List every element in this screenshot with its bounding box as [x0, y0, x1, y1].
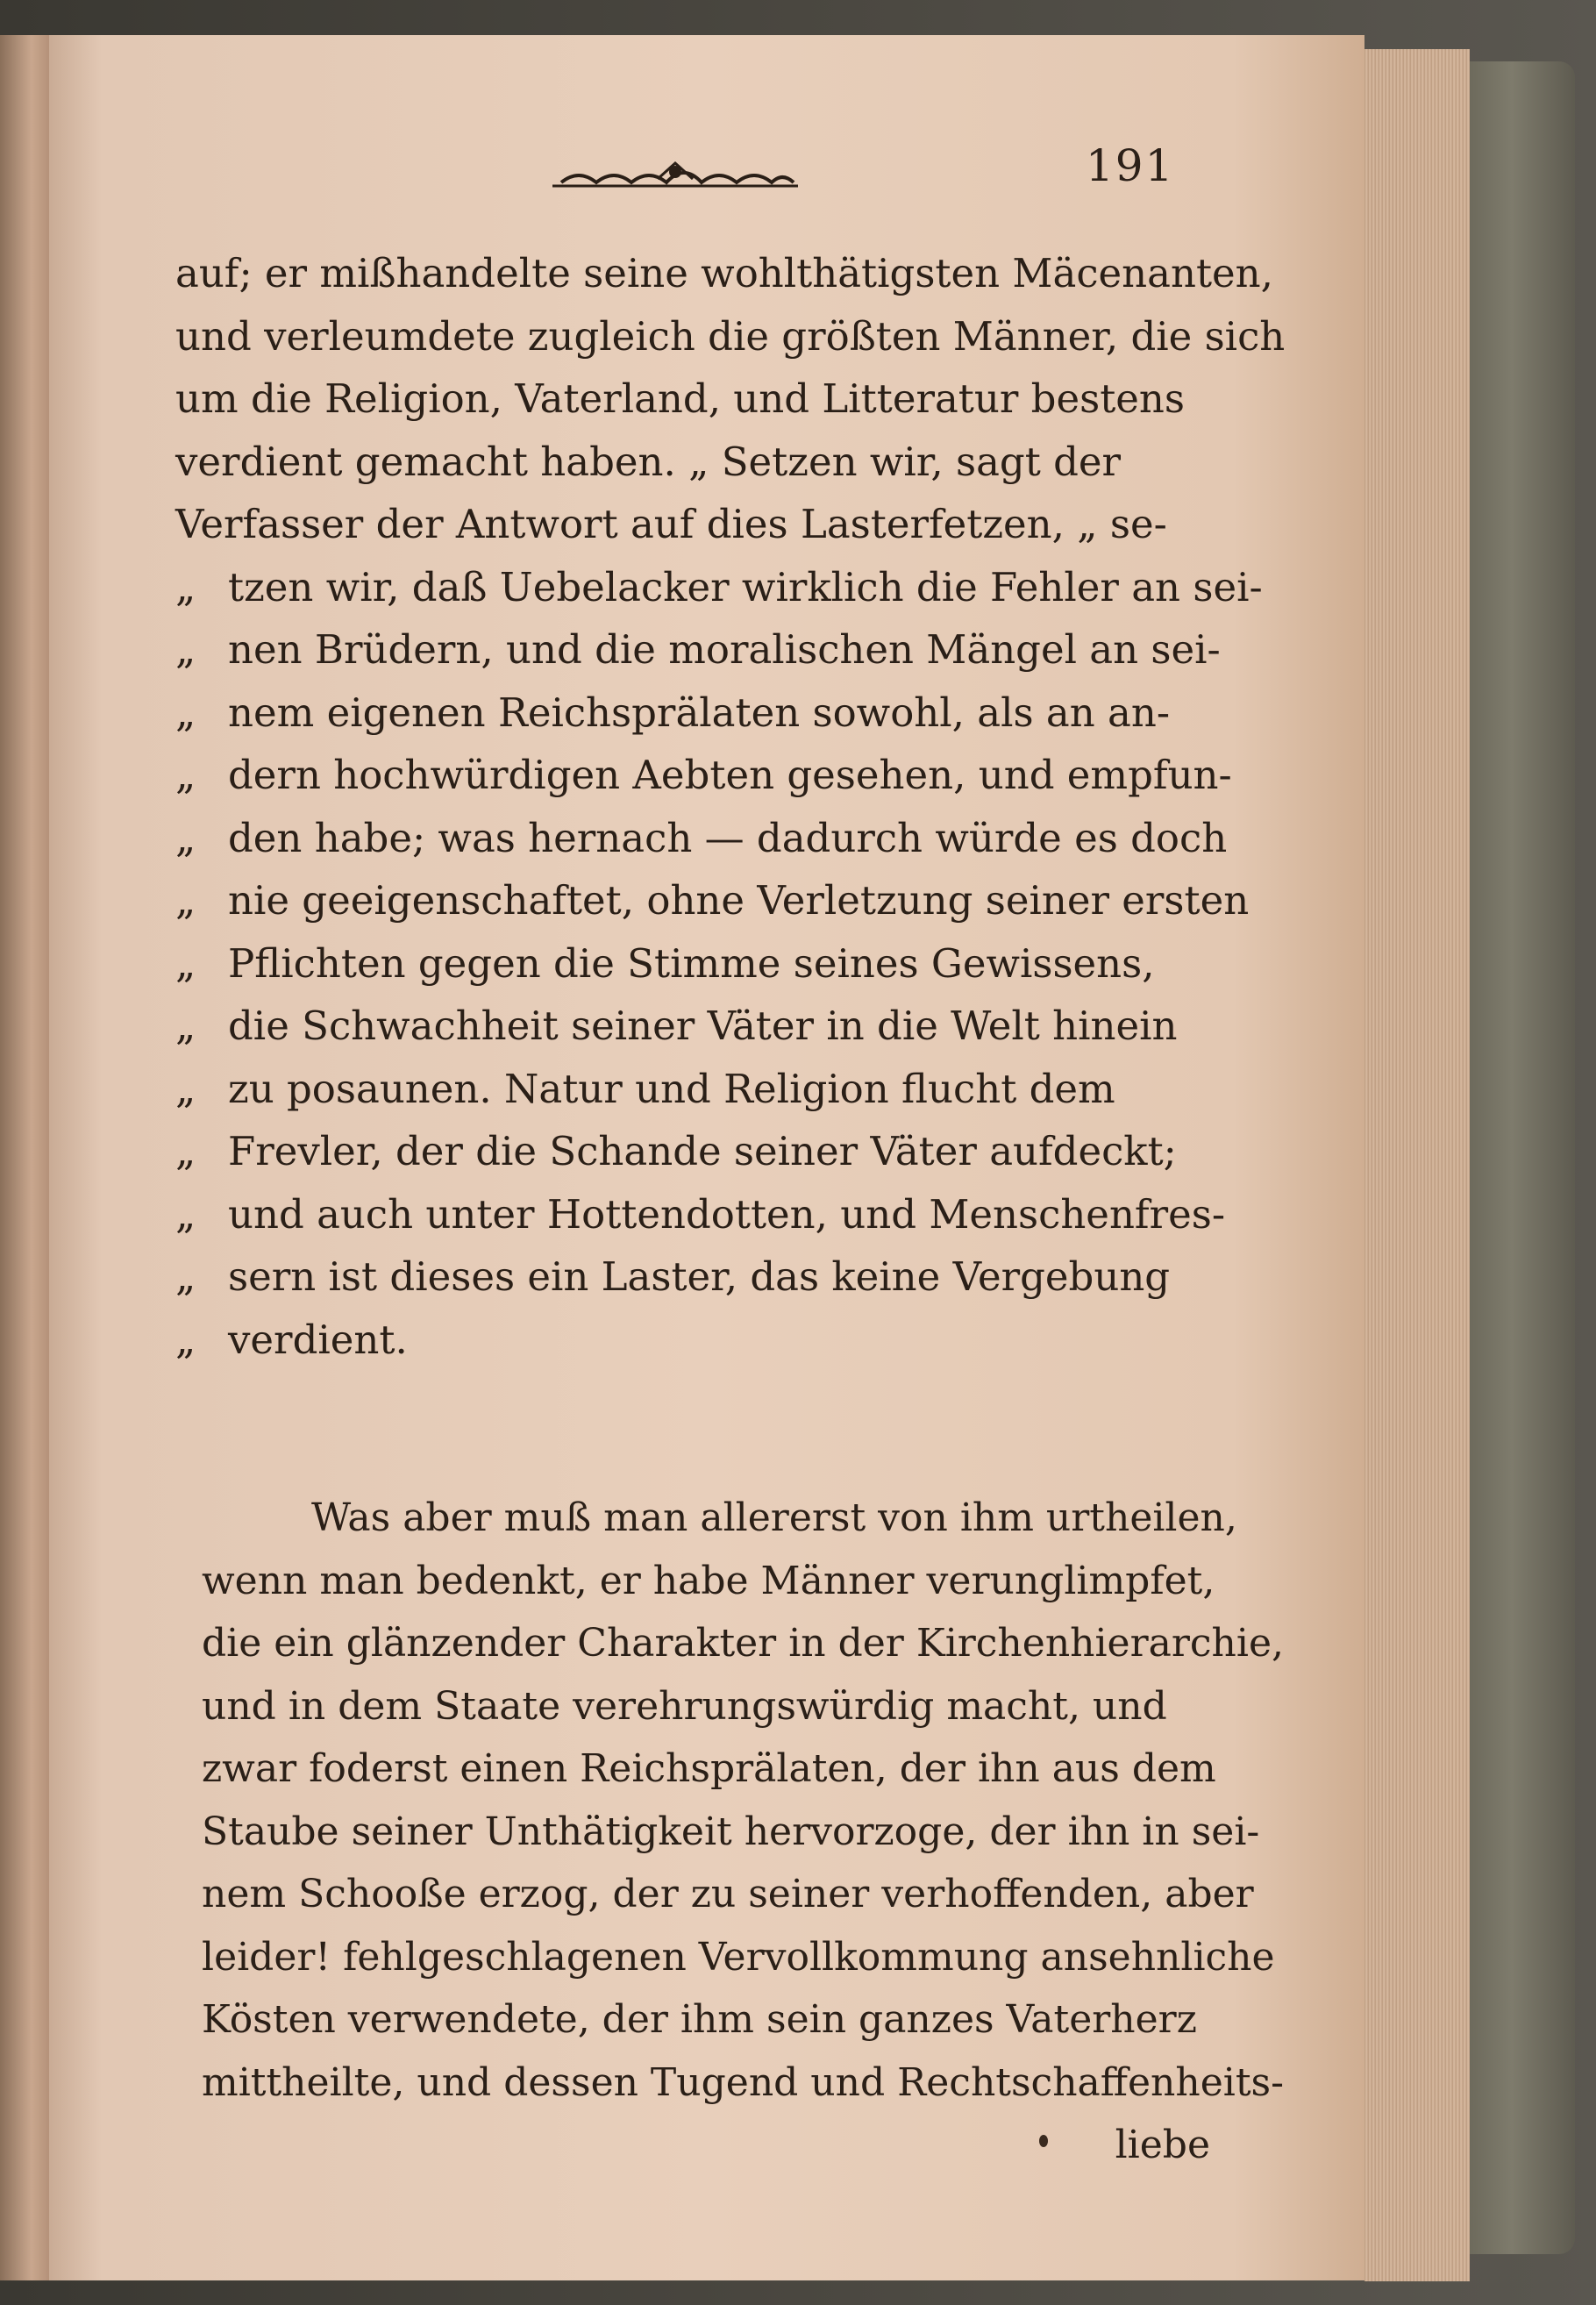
- line-text: und auch unter Hottendotten, und Menschenfres-: [228, 1190, 1226, 1238]
- page-block-edges: [1364, 49, 1470, 2281]
- ink-speck: [1039, 2135, 1048, 2147]
- text-line: [175, 1183, 1226, 1246]
- header-ornament: [552, 156, 798, 195]
- quotation-mark: „: [175, 626, 196, 673]
- quotation-mark: „: [175, 689, 196, 736]
- line-text: Frevler, der die Schande seiner Väter aufdeckt;: [228, 1128, 1177, 1174]
- text-line: zwar foderst einen Reichsprälaten, der ihn aus dem: [202, 1746, 1216, 1791]
- line-text: auf; er mißhandelte seine wohlthätigsten Mäcenanten,: [175, 250, 1273, 296]
- quotation-mark: „: [175, 752, 196, 798]
- text-line: Was aber muß man allererst von ihm urtheilen,: [311, 1495, 1237, 1540]
- line-text: sern ist dieses ein Laster, das keine Vergebung: [228, 1253, 1171, 1300]
- text-line: [175, 493, 1210, 556]
- quotation-mark: „: [175, 1190, 196, 1238]
- text-line: [175, 1245, 1210, 1309]
- text-line: nem Schooße erzog, der zu seiner verhoffenden, aber: [202, 1872, 1254, 1916]
- quotation-mark: „: [175, 1065, 196, 1112]
- text-line: die ein glänzender Charakter in der Kirchenhierarchie,: [202, 1621, 1284, 1666]
- text-line: Kösten verwendete, der ihm sein ganzes Vaterherz: [202, 1997, 1197, 2042]
- text-line: [175, 1120, 1210, 1183]
- text-line: [175, 556, 1263, 619]
- paragraph-2: [175, 1487, 1284, 2177]
- text-line: leider! fehlgeschlagenen Vervollkommung ansehnliche: [202, 1934, 1275, 1980]
- quotation-mark: „: [175, 1316, 196, 1363]
- text-line: und in dem Staate verehrungswürdig macht, und: [202, 1683, 1167, 1729]
- line-text: verdient gemacht haben. „ Setzen wir, sagt der: [175, 438, 1122, 485]
- quotation-mark: „: [175, 563, 196, 610]
- text-line: [175, 932, 1210, 996]
- text-line: [175, 618, 1221, 682]
- text-line: [175, 242, 1273, 305]
- text-line: [175, 305, 1286, 368]
- line-text: die Schwachheit seiner Väter in die Welt hinein: [228, 1003, 1178, 1049]
- line-text: Verfasser der Antwort auf dies Lasterfetzen, „ se-: [175, 501, 1167, 547]
- text-line: Staube seiner Unthätigkeit hervorzoge, der ihn in sei-: [202, 1809, 1260, 1854]
- text-line: [175, 368, 1210, 431]
- text-line: [175, 431, 1210, 494]
- line-text: Pflichten gegen die Stimme seines Gewissens,: [228, 939, 1155, 987]
- text-line: [175, 1058, 1210, 1121]
- line-text: zu posaunen. Natur und Religion flucht dem: [228, 1065, 1115, 1112]
- text-line: wenn man bedenkt, er habe Männer verunglimpfet,: [202, 1558, 1215, 1603]
- line-text: den habe; was hernach — dadurch würde es doch: [228, 814, 1228, 861]
- line-text: nem eigenen Reichsprälaten sowohl, als an an-: [228, 689, 1171, 736]
- left-page-edge: [0, 35, 53, 2280]
- paragraph-1: [175, 242, 1286, 1371]
- line-text: nie geeigenschaftet, ohne Verletzung seiner ersten: [228, 877, 1250, 924]
- quotation-mark: „: [175, 1253, 196, 1300]
- line-text: und verleumdete zugleich die größten Männer, die sich: [175, 312, 1286, 360]
- quotation-mark: „: [175, 877, 196, 924]
- text-line: [175, 869, 1250, 932]
- text-line: [175, 807, 1228, 870]
- text-line: [175, 995, 1210, 1058]
- quotation-mark: „: [175, 1128, 196, 1174]
- page-number: 191: [1086, 140, 1175, 191]
- text-line: [175, 744, 1232, 807]
- quotation-mark: „: [175, 939, 196, 987]
- text-line: [175, 1309, 1210, 1372]
- line-text: nen Brüdern, und die moralischen Mängel an sei-: [228, 626, 1221, 673]
- quotation-mark: „: [175, 1003, 196, 1049]
- book-cover-edge: [1470, 61, 1575, 2254]
- quotation-mark: „: [175, 814, 196, 861]
- text-line: mittheilte, und dessen Tugend und Rechtschaffenheits-: [202, 2059, 1284, 2105]
- text-line: [175, 682, 1210, 745]
- line-text: um die Religion, Vaterland, und Litteratur bestens: [175, 375, 1185, 422]
- page-text: [175, 242, 1286, 2177]
- catchword: liebe: [1115, 2123, 1210, 2167]
- line-text: dern hochwürdigen Aebten gesehen, und empfun-: [228, 752, 1232, 798]
- line-text: tzen wir, daß Uebelacker wirklich die Fehler an sei-: [228, 563, 1263, 610]
- line-text: verdient.: [228, 1316, 408, 1363]
